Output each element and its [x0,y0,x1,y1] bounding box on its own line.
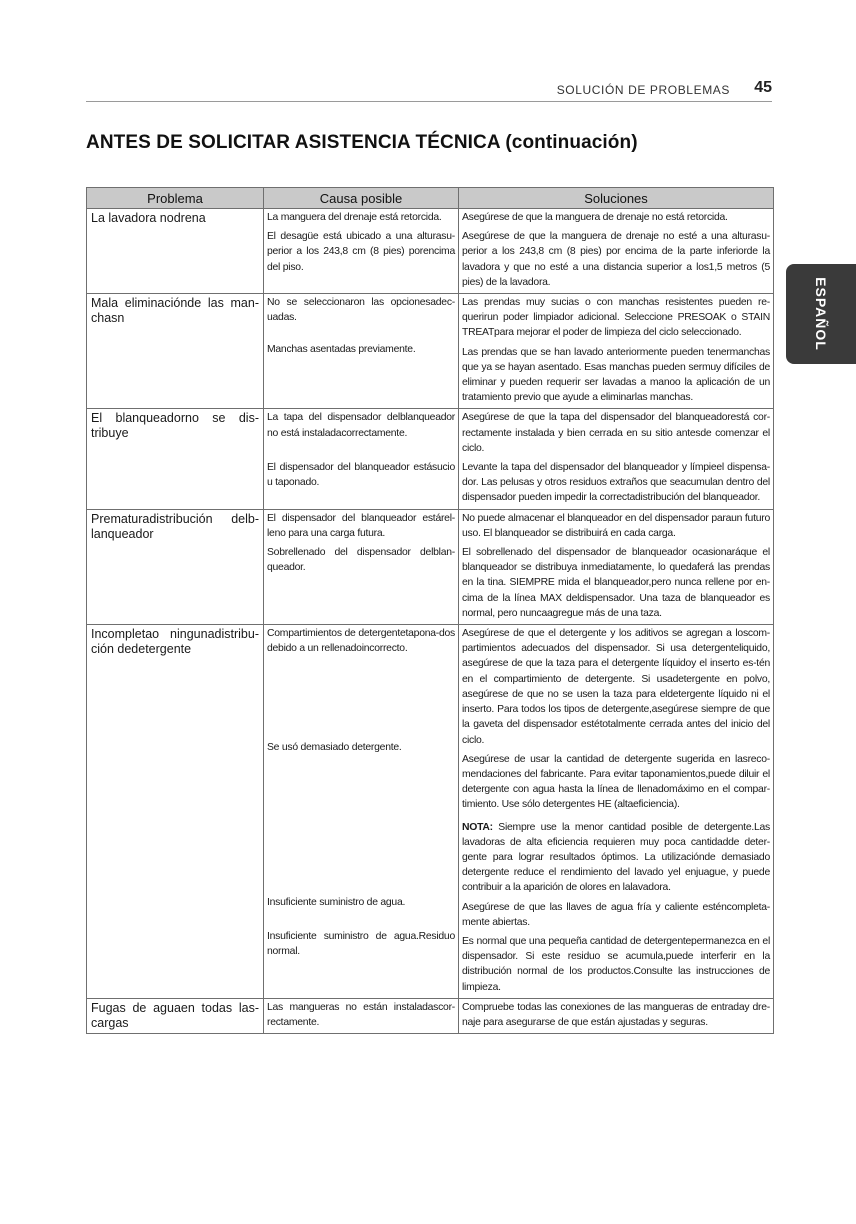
solution-text: Asegúrese de que la manguera de drenaje no está retorcida. [462,212,728,223]
table-row [87,209,774,294]
solution-text: Asegúrese de que las llaves de agua fría y caliente esténcompleta-mente abiertas. [462,901,770,928]
problem-text: Mala eliminaciónde las man-chasn [91,296,259,326]
language-tab [786,264,856,364]
cause-text: Manchas asentadas previamente. [267,344,416,356]
cause-text: El dispensador del blanqueador estásucio u taponado. [267,461,455,489]
cause-text: Insuficiente suministro de agua. [267,896,406,908]
note-paragraph [459,819,773,896]
table-header-row [87,188,774,209]
cause-text: Sobrellenado del dispensador delblan-queador. [267,547,455,574]
section-title: SOLUCIÓN DE PROBLEMAS [556,83,730,97]
column-header-solutions: Soluciones [459,188,774,209]
solution-text: Compruebe todas las conexiones de las mangueras de entraday dre-naje para asegurarse de que están ajustadas y seguras. [462,1001,770,1028]
note-label: NOTA: [462,821,493,833]
solution-text: Asegúrese de usar la cantidad de detergente sugerida en lasreco-mendaciones del fabricante. Para evitar taponamientos,puede diluir el detergente con agua hasta la línea de llenadomáximo en el compar-timiento. Use sólo detergentes HE (altaeficiencia). [462,753,770,811]
language-tab-label: ESPAÑOL [813,277,829,351]
problem-cell [87,294,264,409]
cause-text: No se seleccionaron las opcionesadec-uadas. [267,297,455,324]
problem-cell [87,998,264,1033]
table-row [87,294,774,409]
cause-text: Insuficiente suministro de agua.Residuo normal. [267,930,455,958]
problem-text: Prematuradistribución delb-lanqueador [91,511,259,541]
table-row [87,409,774,509]
solution-text: Asegúrese de que la manguera de drenaje no esté a una alturasu-perior a los 243,8 cm (8 pies) por encima de la parte inferiorde la lavadora y que no esté a una distancia superior a los1,5 metros (5 pies) de la lavadora. [462,231,770,288]
cause-text: Las mangueras no están instaladascor-rectamente. [267,1001,455,1028]
cause-text: El desagüe está ubicado a una alturasu-perior a los 243,8 cm (8 pies) porencima del piso. [267,231,455,273]
cause-text: La tapa del dispensador delblanqueador no está instaladacorrectamente. [267,412,455,439]
table-row [87,509,774,624]
solution-text: Es normal que una pequeña cantidad de detergentepermanezca en el dispensador. Si este residuo se acumula,puede interferir en la distribución normal de los productos.Consulte las instrucciones de limpieza. [462,935,770,993]
cause-cell [264,625,459,999]
cause-cell [264,509,459,624]
solution-text: No puede almacenar el blanqueador en del dispensador paraun futuro uso. El blanqueador se distribuirá en cada carga. [462,512,770,539]
problem-cell [87,625,264,999]
solution-text: Asegúrese de que el detergente y los aditivos se agregan a loscom-partimientos adecuados del dispensador. Si usa detergenteliquido, asegúrese de que la taza para el detergente líquidoy el inserto es-tén en el compartimiento de detergente. Si usadetergente en polvo, asegúrese de que no se usen la taza para eldetergente líquido ni el inserto. Para todos los tipos de detergente,asegúrese siempre de que la gaveta del dispensador estétotalmente cerrada antes del inicio del ciclo. [462,628,770,746]
problem-text: Incompletao ningunadistribu-ción dedetergente [91,627,259,657]
cause-text: Se usó demasiado detergente. [267,742,402,754]
problem-cell [87,209,264,294]
column-header-cause: Causa posible [264,188,459,209]
problem-text: La lavadora nodrena [91,211,206,225]
problem-text: Fugas de aguaen todas las-cargas [91,1000,259,1030]
solution-text: Levante la tapa del dispensador del blanqueador y límpieel dispensa-dor. Las pelusas y otros residuos extraños que seacumulan dentro del dispensador pueden impedir la correctadistribución del blanqueador. [462,462,770,504]
solution-cell [459,509,774,624]
solution-cell [459,409,774,509]
solution-cell [459,209,774,294]
cause-text: La manguera del drenaje está retorcida. [267,212,442,223]
cause-cell [264,409,459,509]
page-title: ANTES DE SOLICITAR ASISTENCIA TÉCNICA (continuación) [86,132,638,153]
column-header-problem: Problema [87,188,264,209]
solution-text: El sobrellenado del dispensador de blanqueador ocasionaráque el blanqueador se distribuya inmediatamente, lo quedaferá las prendas en la tina. SIEMPRE mida el blanqueador,pero nunca rellene por en-cima de la línea MAX deldispensador. Una taza de blanqueador es normal, pero nuncaagregue más de una taza. [462,547,770,619]
solution-text: Las prendas que se han lavado anteriormente pueden tenermanchas que ya se hayan asentado. Esas manchas pueden sermuy difíciles de eliminar y pueden requerir ser lavadas a manoo la aplicación de un tratamiento previo que ayude a eliminarlas manchas. [462,346,770,404]
solution-text: Asegúrese de que la tapa del dispensador del blanqueadorestá cor-rectamente instalada y bien cerrada en su sitio antesde comenzar el ciclo. [462,412,770,454]
page-header [86,81,772,102]
solution-text: Las prendas muy sucias o con manchas resistentes pueden re-querirun poder limpiador adicional. Seleccione PRESOAK o STAIN TREATpara mejorar el poder de limpieza del ciclo seleccionado. [462,297,770,339]
table-row [87,625,774,999]
problem-cell [87,409,264,509]
troubleshooting-table [86,187,774,1034]
problem-cell [87,509,264,624]
solution-cell [459,998,774,1033]
cause-text: Compartimientos de detergentetapona-dos debido a un rellenadoincorrecto. [267,628,455,655]
problem-text: El blanqueadorno se dis-tribuye [91,411,259,441]
cause-cell [264,998,459,1033]
note-text: Siempre use la menor cantidad posible de detergente.Las lavadoras de alta eficiencia requieren muy poca cantidadde deter-gente para lograr resultados óptimos. La utilizaciónde demasiado detergente reduce el rendimiento del lavado yel enjuague, y puede contribuir a la aparición de olores en lalavadora. [462,821,770,894]
page-number: 45 [754,79,772,96]
cause-cell [264,209,459,294]
cause-text: El dispensador del blanqueador estárel-leno para una carga futura. [267,512,455,539]
cause-cell [264,294,459,409]
solution-cell [459,294,774,409]
solution-cell [459,625,774,999]
table-row [87,998,774,1033]
